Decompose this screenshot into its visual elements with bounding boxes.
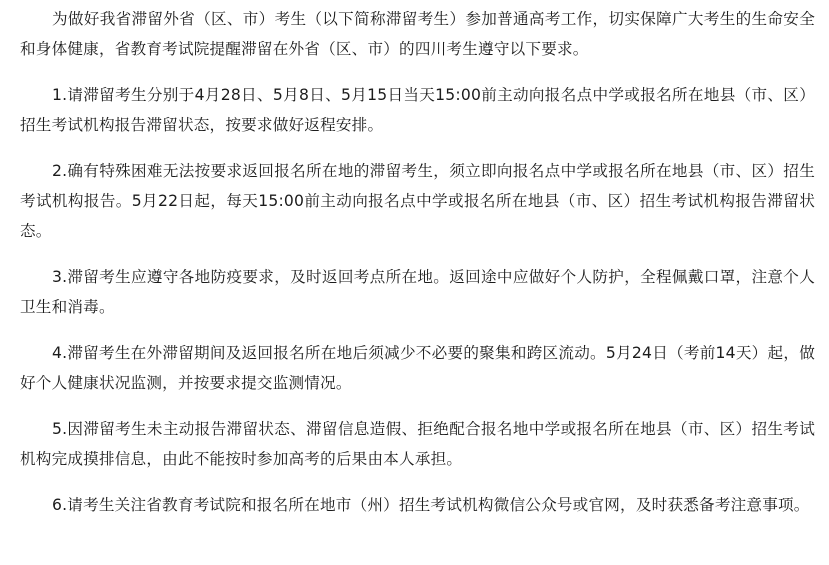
intro-paragraph: 为做好我省滞留外省（区、市）考生（以下简称滞留考生）参加普通高考工作，切实保障广大考生的生命安全和身体健康，省教育考试院提醒滞留在外省（区、市）的四川考生遵守以下要求。 bbox=[20, 10, 815, 58]
requirement-4: 4.滞留考生在外滞留期间及返回报名所在地后须减少不必要的聚集和跨区流动。5月24日（考前14天）起，做好个人健康状况监测，并按要求提交监测情况。 bbox=[20, 344, 815, 392]
requirement-1: 1.请滞留考生分别于4月28日、5月8日、5月15日当天15:00前主动向报名点中学或报名所在地县（市、区）招生考试机构报告滞留状态，按要求做好返程安排。 bbox=[20, 86, 815, 134]
requirement-3: 3.滞留考生应遵守各地防疫要求，及时返回考点所在地。返回途中应做好个人防护，全程佩戴口罩，注意个人卫生和消毒。 bbox=[20, 268, 815, 316]
requirement-5: 5.因滞留考生未主动报告滞留状态、滞留信息造假、拒绝配合报名地中学或报名所在地县（市、区）招生考试机构完成摸排信息，由此不能按时参加高考的后果由本人承担。 bbox=[20, 420, 815, 468]
requirement-2: 2.确有特殊困难无法按要求返回报名所在地的滞留考生，须立即向报名点中学或报名所在地县（市、区）招生考试机构报告。5月22日起，每天15:00前主动向报名点中学或报名所在地县（市、区）招生考试机构报告滞留状态。 bbox=[20, 162, 815, 240]
requirement-6: 6.请考生关注省教育考试院和报名所在地市（州）招生考试机构微信公众号或官网，及时获悉备考注意事项。 bbox=[52, 496, 810, 514]
